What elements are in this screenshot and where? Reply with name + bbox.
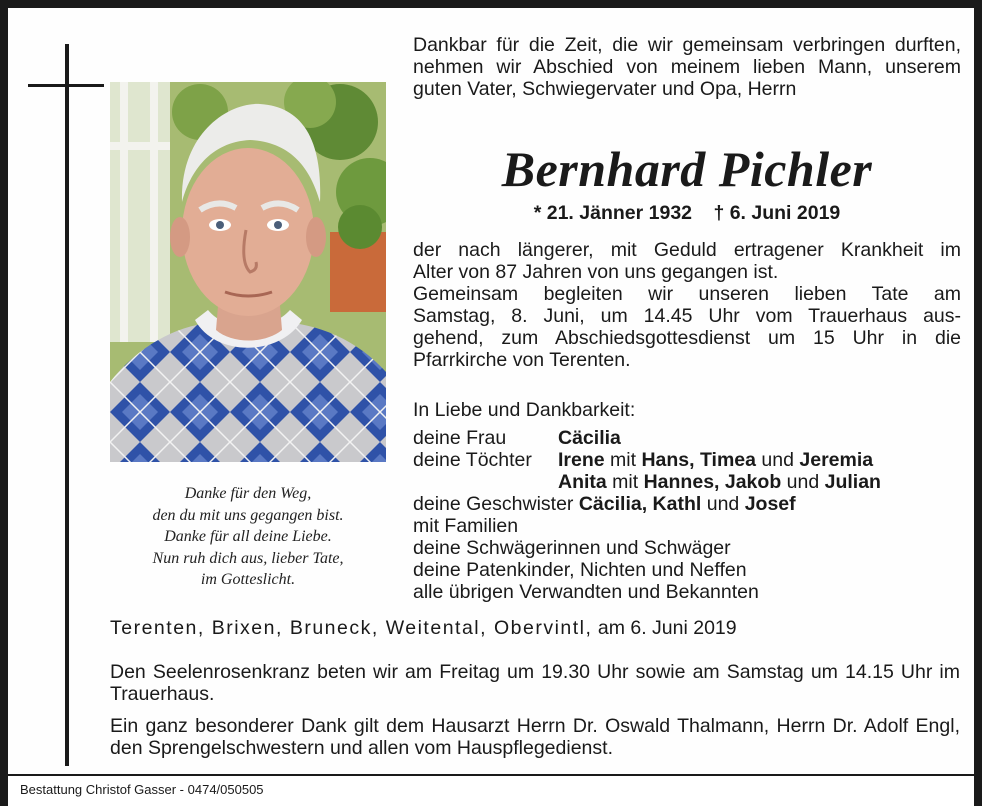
family-label: deine Töchter (413, 449, 532, 471)
family-name: Hans, Timea (641, 449, 756, 471)
family-connector: mit (612, 471, 639, 493)
deceased-name: Bernhard Pichler (501, 141, 873, 197)
birth-date: * 21. Jänner 1932 (533, 202, 693, 224)
family-name: Jeremia (799, 449, 874, 471)
family-section (413, 399, 961, 603)
family-connector: und (706, 493, 740, 515)
family-name: Anita (558, 471, 607, 493)
family-name: Hannes, Jakob (643, 471, 782, 493)
text-line: der nach längerer, mit Geduld ertragener Krankheit im (413, 239, 961, 261)
text-line: Gemeinsam begleiten wir unseren lieben Tate am (413, 283, 961, 305)
intro-text: Dankbar für die Zeit, die wir gemeinsam verbringen durften, nehmen wir Abschied von meinem lieben Mann, unserem guten Vater, Schwiegervater und Opa, Herrn (413, 34, 961, 100)
family-row-schwaeger: deine Schwägerinnen und Schwäger (413, 537, 731, 559)
rosary-text: Den Seelenrosenkranz beten wir am Freitag um 19.30 Uhr sowie am Samstag um 14.15 Uhr im Trauerhaus. (110, 661, 960, 705)
family-connector: und (761, 449, 794, 471)
poem-line: Danke für den Weg, (184, 485, 312, 502)
portrait-illustration (110, 82, 386, 462)
text-line: Samstag, 8. Juni, um 14.45 Uhr vom Trauerhaus aus- (413, 305, 961, 327)
announcement-date: am 6. Juni 2019 (597, 617, 737, 639)
poem-line: Nun ruh dich aus, lieber Tate, (152, 549, 344, 567)
footer-bar (8, 774, 974, 806)
family-name: Julian (824, 471, 881, 493)
family-name: Irene (558, 449, 605, 471)
family-label: deine Geschwister (413, 493, 574, 515)
family-row-verwandte: alle übrigen Verwandten und Bekannten (413, 581, 759, 603)
death-date: † 6. Juni 2019 (713, 202, 841, 224)
family-connector: und (786, 471, 820, 493)
family-name: Cäcilia, Kathl (578, 493, 702, 515)
announcement-text (413, 239, 961, 371)
portrait-photo (110, 82, 386, 462)
funeral-home: Bestattung Christof Gasser - 0474/050505 (20, 782, 264, 797)
family-row-toechter (413, 449, 961, 471)
poem (120, 483, 376, 591)
poem-line: im Gotteslicht. (200, 571, 296, 588)
text-line: Pfarrkirche von Terenten. (413, 349, 631, 371)
cross-icon (65, 44, 69, 766)
family-name: Cäcilia (558, 427, 621, 449)
text-line: Alter von 87 Jahren von uns gegangen ist. (413, 261, 779, 283)
family-row-frau (413, 427, 961, 449)
life-dates (413, 202, 961, 225)
family-row-toechter-2 (413, 471, 961, 493)
family-label: deine Frau (413, 427, 507, 449)
poem-line: den du mit uns gegangen bist. (152, 506, 344, 524)
dankbarkeit-heading: In Liebe und Dankbarkeit: (413, 399, 636, 421)
poem-line: Danke für all deine Liebe. (164, 528, 332, 545)
place-date-line (110, 617, 970, 640)
family-row-paten: deine Patenkinder, Nichten und Neffen (413, 559, 747, 581)
family-row-familien: mit Familien (413, 515, 519, 537)
family-connector: mit (610, 449, 637, 471)
family-row-geschwister (413, 493, 961, 515)
places: Terenten, Brixen, Bruneck, Weitental, Obervintl, (110, 617, 593, 639)
thanks-text: Ein ganz besonderer Dank gilt dem Hausarzt Herrn Dr. Oswald Thalmann, Herrn Dr. Adolf Engl, den Sprengelschwestern und allen vom Hauspflegedienst. (110, 715, 960, 759)
text-line: gehend, zum Abschiedsgottesdienst um 15 Uhr in die (413, 327, 961, 349)
cross-crossbar (28, 84, 104, 87)
family-name: Josef (744, 493, 796, 515)
